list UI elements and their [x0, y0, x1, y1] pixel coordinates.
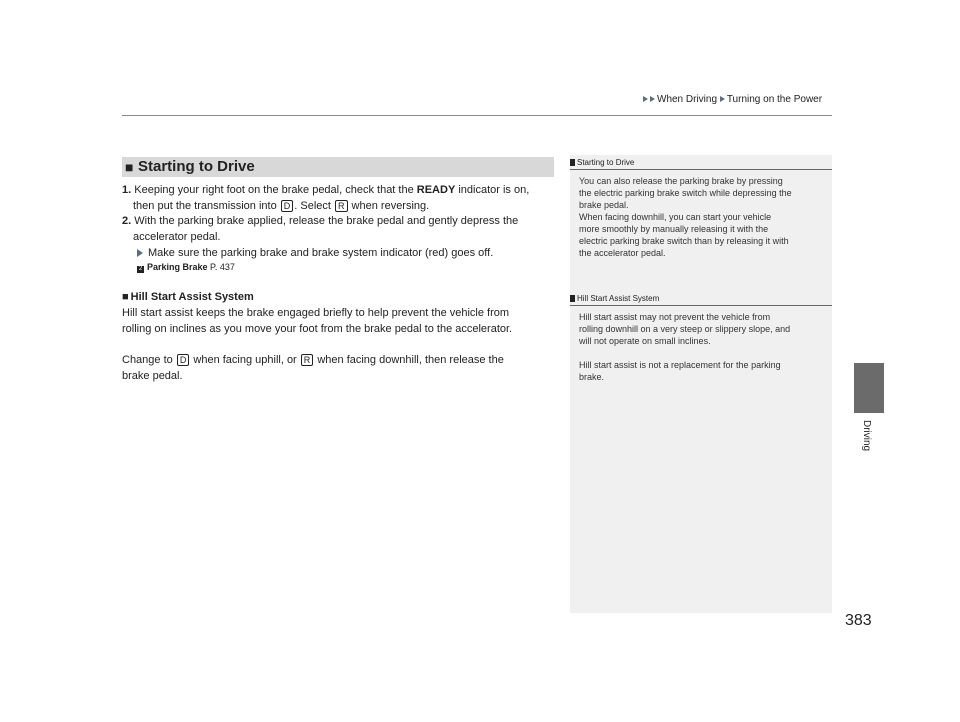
section-title: Starting to Drive	[138, 158, 255, 175]
note-line: Hill start assist is not a replacement for the parking	[579, 360, 781, 370]
hill-start-instruction	[122, 352, 558, 384]
gear-d-key: D	[281, 200, 294, 212]
note-title-text: Hill Start Assist System	[577, 294, 660, 303]
note-title	[570, 294, 659, 303]
sub-item-text: Make sure the parking brake and brake system indicator (red) goes off.	[148, 247, 494, 259]
breadcrumb-arrow-icon	[720, 96, 725, 102]
gear-d-key: D	[177, 354, 190, 366]
note-line: Hill start assist may not prevent the vehicle from	[579, 312, 771, 322]
gear-r-key: R	[301, 354, 314, 366]
sub-item-arrow-icon	[137, 249, 143, 257]
step-number: 1.	[122, 184, 132, 196]
step-2	[122, 213, 558, 245]
step-text: accelerator pedal.	[133, 231, 221, 243]
note-line: the electric parking brake switch while depressing the	[579, 188, 792, 198]
reference-page[interactable]: P. 437	[210, 262, 235, 272]
subsection-title: Hill Start Assist System	[130, 291, 254, 303]
note-title-text: Starting to Drive	[577, 158, 635, 167]
step-text: With the parking brake applied, release the brake pedal and gently depress the	[134, 215, 519, 227]
note-icon	[570, 295, 575, 302]
paragraph-text: Change to	[122, 354, 176, 366]
breadcrumb-item[interactable]: When Driving	[657, 94, 718, 105]
note-title	[570, 158, 634, 167]
reference-arrow-icon: 2	[138, 266, 143, 272]
note-line: When facing downhill, you can start your vehicle	[579, 212, 772, 222]
note-line: brake.	[579, 372, 605, 382]
breadcrumb-arrow-icon	[643, 96, 648, 102]
step-text: then put the transmission into	[133, 200, 280, 212]
hill-start-paragraph	[122, 305, 558, 337]
breadcrumb-item[interactable]: Turning on the Power	[726, 94, 823, 105]
note-line: the accelerator pedal.	[579, 248, 666, 258]
note-divider	[570, 305, 832, 306]
gear-r-key: R	[335, 200, 348, 212]
header-divider	[122, 115, 832, 116]
paragraph-line: rolling on inclines as you move your foot from the brake pedal to the accelerator.	[122, 323, 513, 335]
note-divider	[570, 169, 832, 170]
page-reference[interactable]	[137, 262, 235, 273]
step-1	[122, 182, 558, 214]
sub-item	[137, 245, 557, 261]
step-text: when reversing.	[348, 200, 430, 212]
note-line: electric parking brake switch than by releasing it with	[579, 236, 789, 246]
chapter-tab-label: Driving	[861, 420, 872, 452]
note-body	[579, 175, 829, 259]
paragraph-text: when facing uphill, or	[190, 354, 300, 366]
note-line: brake pedal.	[579, 200, 629, 210]
square-bullet-icon: ■	[122, 291, 129, 303]
step-text: Keeping your right foot on the brake pedal, check that the	[134, 184, 417, 196]
page-number: 383	[845, 612, 872, 629]
step-text: indicator is on,	[455, 184, 530, 196]
breadcrumb-arrow-icon	[650, 96, 655, 102]
note-line: You can also release the parking brake by pressing	[579, 176, 783, 186]
note-line: will not operate on small inclines.	[579, 336, 711, 346]
step-text: . Select	[294, 200, 334, 212]
section-heading-bar	[122, 157, 554, 177]
paragraph-line: brake pedal.	[122, 370, 183, 382]
paragraph-text: when facing downhill, then release the	[314, 354, 504, 366]
ready-indicator-label: READY	[416, 184, 456, 196]
note-line: rolling downhill on a very steep or slippery slope, and	[579, 324, 791, 334]
note-spacer	[579, 347, 829, 359]
note-icon	[570, 159, 575, 166]
step-number: 2.	[122, 215, 132, 227]
chapter-tab[interactable]	[854, 363, 884, 413]
breadcrumb	[643, 94, 822, 105]
note-body	[579, 311, 829, 383]
note-line: more smoothly by manually releasing it with the	[579, 224, 769, 234]
subsection-heading	[122, 291, 254, 303]
paragraph-line: Hill start assist keeps the brake engaged briefly to help prevent the vehicle from	[122, 307, 510, 319]
square-bullet-icon: ■	[125, 159, 134, 175]
reference-label[interactable]: Parking Brake	[147, 262, 208, 272]
